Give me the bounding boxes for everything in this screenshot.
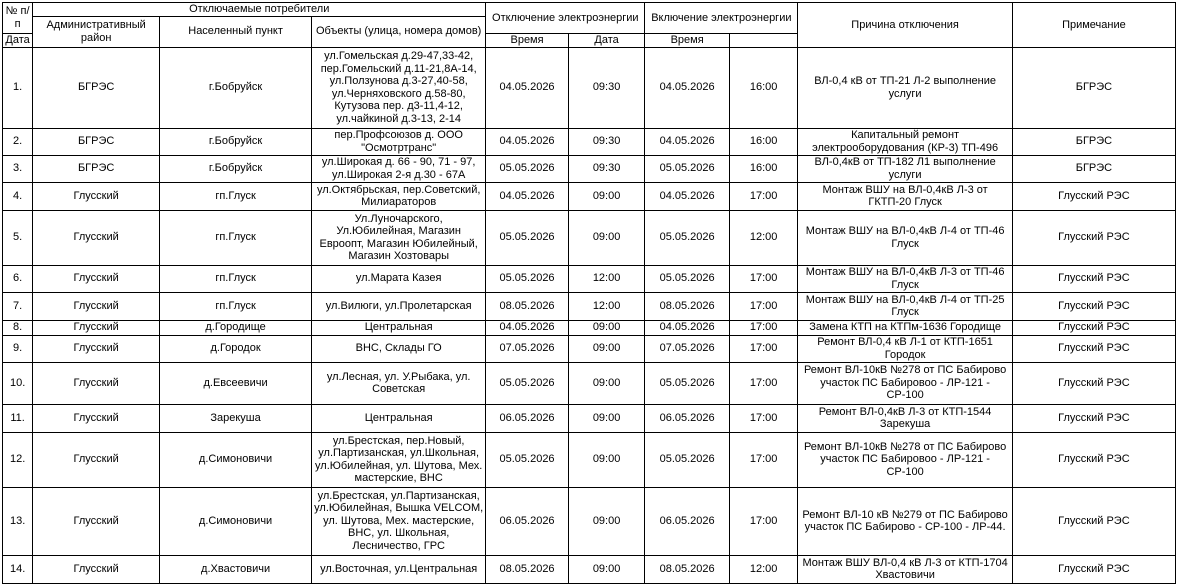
row-reason: Замена КТП на КТПм-1636 Городище (798, 320, 1012, 335)
header-reason: Причина отключения (798, 3, 1012, 48)
row-district: Глусский (33, 292, 160, 320)
row-district: БГРЭС (33, 155, 160, 182)
row-on-time: 17:00 (729, 182, 797, 210)
row-note: Глусский РЭС (1012, 362, 1175, 404)
row-reason: Монтаж ВШУ на ВЛ-0,4кВ Л-4 от ТП-46 Глуск (798, 210, 1012, 265)
header-number: № п/п (3, 3, 33, 34)
row-settlement: д.Хвастовичи (160, 555, 312, 583)
row-district: Глусский (33, 182, 160, 210)
row-on-date: 08.05.2026 (645, 555, 730, 583)
row-on-time: 17:00 (729, 320, 797, 335)
table-row (3, 182, 1176, 210)
row-settlement: д.Городок (160, 335, 312, 362)
row-on-date: 05.05.2026 (645, 432, 730, 487)
row-settlement: г.Бобруйск (160, 47, 312, 128)
row-off-time: 09:00 (568, 210, 645, 265)
row-off-date: 04.05.2026 (486, 47, 569, 128)
row-district: Глусский (33, 432, 160, 487)
header-on-time: Время (645, 33, 730, 47)
row-on-date: 04.05.2026 (645, 128, 730, 155)
row-district: Глусский (33, 320, 160, 335)
row-on-date: 05.05.2026 (645, 362, 730, 404)
row-off-time: 12:00 (568, 265, 645, 292)
table-row (3, 265, 1176, 292)
row-objects: Ул.Луночарского, Ул.Юбилейная, Магазин Евроопт, Магазин Юбилейный, Магазин Хозтовары (312, 210, 486, 265)
row-on-time: 17:00 (729, 292, 797, 320)
row-objects: ул.Гомельская д.29-47,33-42, пер.Гомельский д.11-21,8А-14, ул.Ползунова д.3-27,40-58, ул.Черняховского д.58-80, Кутузова пер. д3-11,4-12, ул.чайкиной д.3-13, 2-14 (312, 47, 486, 128)
row-note: Глусский РЭС (1012, 432, 1175, 487)
row-note: Глусский РЭС (1012, 182, 1175, 210)
row-reason: Монтаж ВШУ на ВЛ-0,4кВ Л-3 от ГКТП-20 Глуск (798, 182, 1012, 210)
table-row (3, 292, 1176, 320)
row-reason: Ремонт ВЛ-10 кВ №279 от ПС Бабирово участок ПС Бабирово - СР-100 - ЛР-44. (798, 487, 1012, 555)
row-settlement: Зарекуша (160, 404, 312, 432)
row-note: Глусский РЭС (1012, 555, 1175, 583)
row-reason: ВЛ-0,4 кВ от ТП-21 Л-2 выполнение услуги (798, 47, 1012, 128)
row-district: Глусский (33, 210, 160, 265)
row-on-date: 05.05.2026 (645, 210, 730, 265)
row-off-time: 09:30 (568, 128, 645, 155)
row-note: Глусский РЭС (1012, 487, 1175, 555)
header-off-time: Время (486, 33, 569, 47)
row-off-date: 04.05.2026 (486, 128, 569, 155)
row-on-time: 17:00 (729, 265, 797, 292)
row-on-time: 17:00 (729, 335, 797, 362)
table-row (3, 432, 1176, 487)
row-reason: Ремонт ВЛ-0,4кВ Л-3 от КТП-1544 Зарекуша (798, 404, 1012, 432)
row-off-time: 09:00 (568, 320, 645, 335)
row-on-time: 12:00 (729, 555, 797, 583)
row-off-date: 06.05.2026 (486, 487, 569, 555)
outage-schedule-table (2, 2, 1176, 584)
row-district: Глусский (33, 265, 160, 292)
row-off-time: 09:30 (568, 47, 645, 128)
row-off-time: 09:00 (568, 404, 645, 432)
row-off-date: 05.05.2026 (486, 155, 569, 182)
table-row (3, 555, 1176, 583)
table-row (3, 128, 1176, 155)
row-district: Глусский (33, 362, 160, 404)
row-on-date: 04.05.2026 (645, 320, 730, 335)
table-row (3, 320, 1176, 335)
row-on-time: 16:00 (729, 128, 797, 155)
row-off-date: 05.05.2026 (486, 432, 569, 487)
row-note: БГРЭС (1012, 47, 1175, 128)
row-objects: ул.Брестская, ул.Партизанская, ул.Юбилейная, Вышка VELCOM, ул. Шутова, Мех. мастерские, ВНС, ул. Школьная, Лесничество, ГРС (312, 487, 486, 555)
header-power-on: Включение электроэнергии (645, 3, 798, 34)
row-reason: Монтаж ВШУ на ВЛ-0,4кВ Л-4 от ТП-25 Глуск (798, 292, 1012, 320)
row-off-time: 09:00 (568, 432, 645, 487)
row-objects: ул.Октябрьская, пер.Советский, Милиараторов (312, 182, 486, 210)
row-note: Глусский РЭС (1012, 292, 1175, 320)
row-note: Глусский РЭС (1012, 404, 1175, 432)
row-off-time: 12:00 (568, 292, 645, 320)
row-on-date: 04.05.2026 (645, 47, 730, 128)
row-on-time: 17:00 (729, 404, 797, 432)
row-note: Глусский РЭС (1012, 320, 1175, 335)
row-off-date: 08.05.2026 (486, 555, 569, 583)
row-number: 11. (3, 404, 33, 432)
row-number: 5. (3, 210, 33, 265)
row-number: 2. (3, 128, 33, 155)
row-reason: Монтаж ВШУ на ВЛ-0,4кВ Л-3 от ТП-46 Глуск (798, 265, 1012, 292)
row-number: 6. (3, 265, 33, 292)
row-number: 14. (3, 555, 33, 583)
table-row (3, 210, 1176, 265)
row-on-time: 17:00 (729, 487, 797, 555)
row-on-date: 05.05.2026 (645, 155, 730, 182)
row-district: БГРЭС (33, 128, 160, 155)
header-on-date: Дата (568, 33, 645, 47)
header-power-off: Отключение электроэнергии (486, 3, 645, 34)
header-note: Примечание (1012, 3, 1175, 48)
row-on-time: 16:00 (729, 155, 797, 182)
row-reason: Капитальный ремонт электрооборудования (КР-3) ТП-496 (798, 128, 1012, 155)
row-district: Глусский (33, 404, 160, 432)
row-note: Глусский РЭС (1012, 335, 1175, 362)
row-settlement: гп.Глуск (160, 292, 312, 320)
row-on-date: 06.05.2026 (645, 404, 730, 432)
row-reason: Ремонт ВЛ-0,4 кВ Л-1 от КТП-1651 Городок (798, 335, 1012, 362)
row-district: Глусский (33, 487, 160, 555)
row-objects: Центральная (312, 404, 486, 432)
row-on-date: 08.05.2026 (645, 292, 730, 320)
row-on-date: 05.05.2026 (645, 265, 730, 292)
row-settlement: д.Симоновичи (160, 487, 312, 555)
table-row (3, 487, 1176, 555)
row-number: 4. (3, 182, 33, 210)
row-number: 12. (3, 432, 33, 487)
row-reason: ВЛ-0,4кВ от ТП-182 Л1 выполнение услуги (798, 155, 1012, 182)
row-note: Глусский РЭС (1012, 265, 1175, 292)
row-objects: ул.Марата Казея (312, 265, 486, 292)
row-number: 3. (3, 155, 33, 182)
row-settlement: гп.Глуск (160, 265, 312, 292)
row-on-date: 07.05.2026 (645, 335, 730, 362)
row-objects: ВНС, Склады ГО (312, 335, 486, 362)
header-settlement: Населенный пункт (160, 16, 312, 47)
row-off-date: 05.05.2026 (486, 265, 569, 292)
row-objects: ул.Лесная, ул. У.Рыбака, ул. Советская (312, 362, 486, 404)
row-district: Глусский (33, 555, 160, 583)
row-off-date: 05.05.2026 (486, 362, 569, 404)
row-settlement: г.Бобруйск (160, 155, 312, 182)
row-off-time: 09:00 (568, 362, 645, 404)
row-off-date: 06.05.2026 (486, 404, 569, 432)
row-note: Глусский РЭС (1012, 210, 1175, 265)
row-settlement: д.Симоновичи (160, 432, 312, 487)
row-objects: ул.Восточная, ул.Центральная (312, 555, 486, 583)
row-off-date: 04.05.2026 (486, 320, 569, 335)
row-number: 1. (3, 47, 33, 128)
row-number: 13. (3, 487, 33, 555)
row-on-time: 16:00 (729, 47, 797, 128)
row-objects: ул.Широкая д. 66 - 90, 71 - 97, ул.Широкая 2-я д.30 - 67А (312, 155, 486, 182)
row-off-time: 09:00 (568, 555, 645, 583)
row-on-time: 12:00 (729, 210, 797, 265)
row-off-date: 07.05.2026 (486, 335, 569, 362)
header-off-date: Дата (3, 33, 33, 47)
row-off-time: 09:30 (568, 155, 645, 182)
table-row (3, 362, 1176, 404)
header-district: Административный район (33, 16, 160, 47)
row-number: 8. (3, 320, 33, 335)
row-settlement: гп.Глуск (160, 182, 312, 210)
table-row (3, 404, 1176, 432)
row-settlement: д.Городище (160, 320, 312, 335)
row-off-date: 05.05.2026 (486, 210, 569, 265)
row-note: БГРЭС (1012, 155, 1175, 182)
row-district: Глусский (33, 335, 160, 362)
row-settlement: д.Евсеевичи (160, 362, 312, 404)
row-on-time: 17:00 (729, 432, 797, 487)
row-settlement: гп.Глуск (160, 210, 312, 265)
row-reason: Ремонт ВЛ-10кВ №278 от ПС Бабирово участок ПС Бабировоо - ЛР-121 - СР-100 (798, 432, 1012, 487)
row-off-time: 09:00 (568, 182, 645, 210)
row-off-date: 04.05.2026 (486, 182, 569, 210)
row-settlement: г.Бобруйск (160, 128, 312, 155)
row-on-date: 06.05.2026 (645, 487, 730, 555)
header-objects: Объекты (улица, номера домов) (312, 16, 486, 47)
row-number: 7. (3, 292, 33, 320)
row-off-time: 09:00 (568, 335, 645, 362)
row-objects: Центральная (312, 320, 486, 335)
row-objects: ул.Брестская, пер.Новый, ул.Партизанская, ул.Школьная, ул.Юбилейная, ул. Шутова, Мех. мастерские, ВНС (312, 432, 486, 487)
header-consumers: Отключаемые потребители (33, 3, 486, 17)
row-objects: ул.Вилюги, ул.Пролетарская (312, 292, 486, 320)
row-on-time: 17:00 (729, 362, 797, 404)
row-district: БГРЭС (33, 47, 160, 128)
row-on-date: 04.05.2026 (645, 182, 730, 210)
row-off-time: 09:00 (568, 487, 645, 555)
table-row (3, 47, 1176, 128)
row-off-date: 08.05.2026 (486, 292, 569, 320)
row-note: БГРЭС (1012, 128, 1175, 155)
table-row (3, 155, 1176, 182)
row-reason: Ремонт ВЛ-10кВ №278 от ПС Бабирово участок ПС Бабировоо - ЛР-121 - СР-100 (798, 362, 1012, 404)
row-number: 10. (3, 362, 33, 404)
table-row (3, 335, 1176, 362)
row-number: 9. (3, 335, 33, 362)
row-reason: Монтаж ВШУ ВЛ-0,4 кВ Л-3 от КТП-1704 Хвастовичи (798, 555, 1012, 583)
row-objects: пер.Профсоюзов д. ООО "Осмотртранс" (312, 128, 486, 155)
